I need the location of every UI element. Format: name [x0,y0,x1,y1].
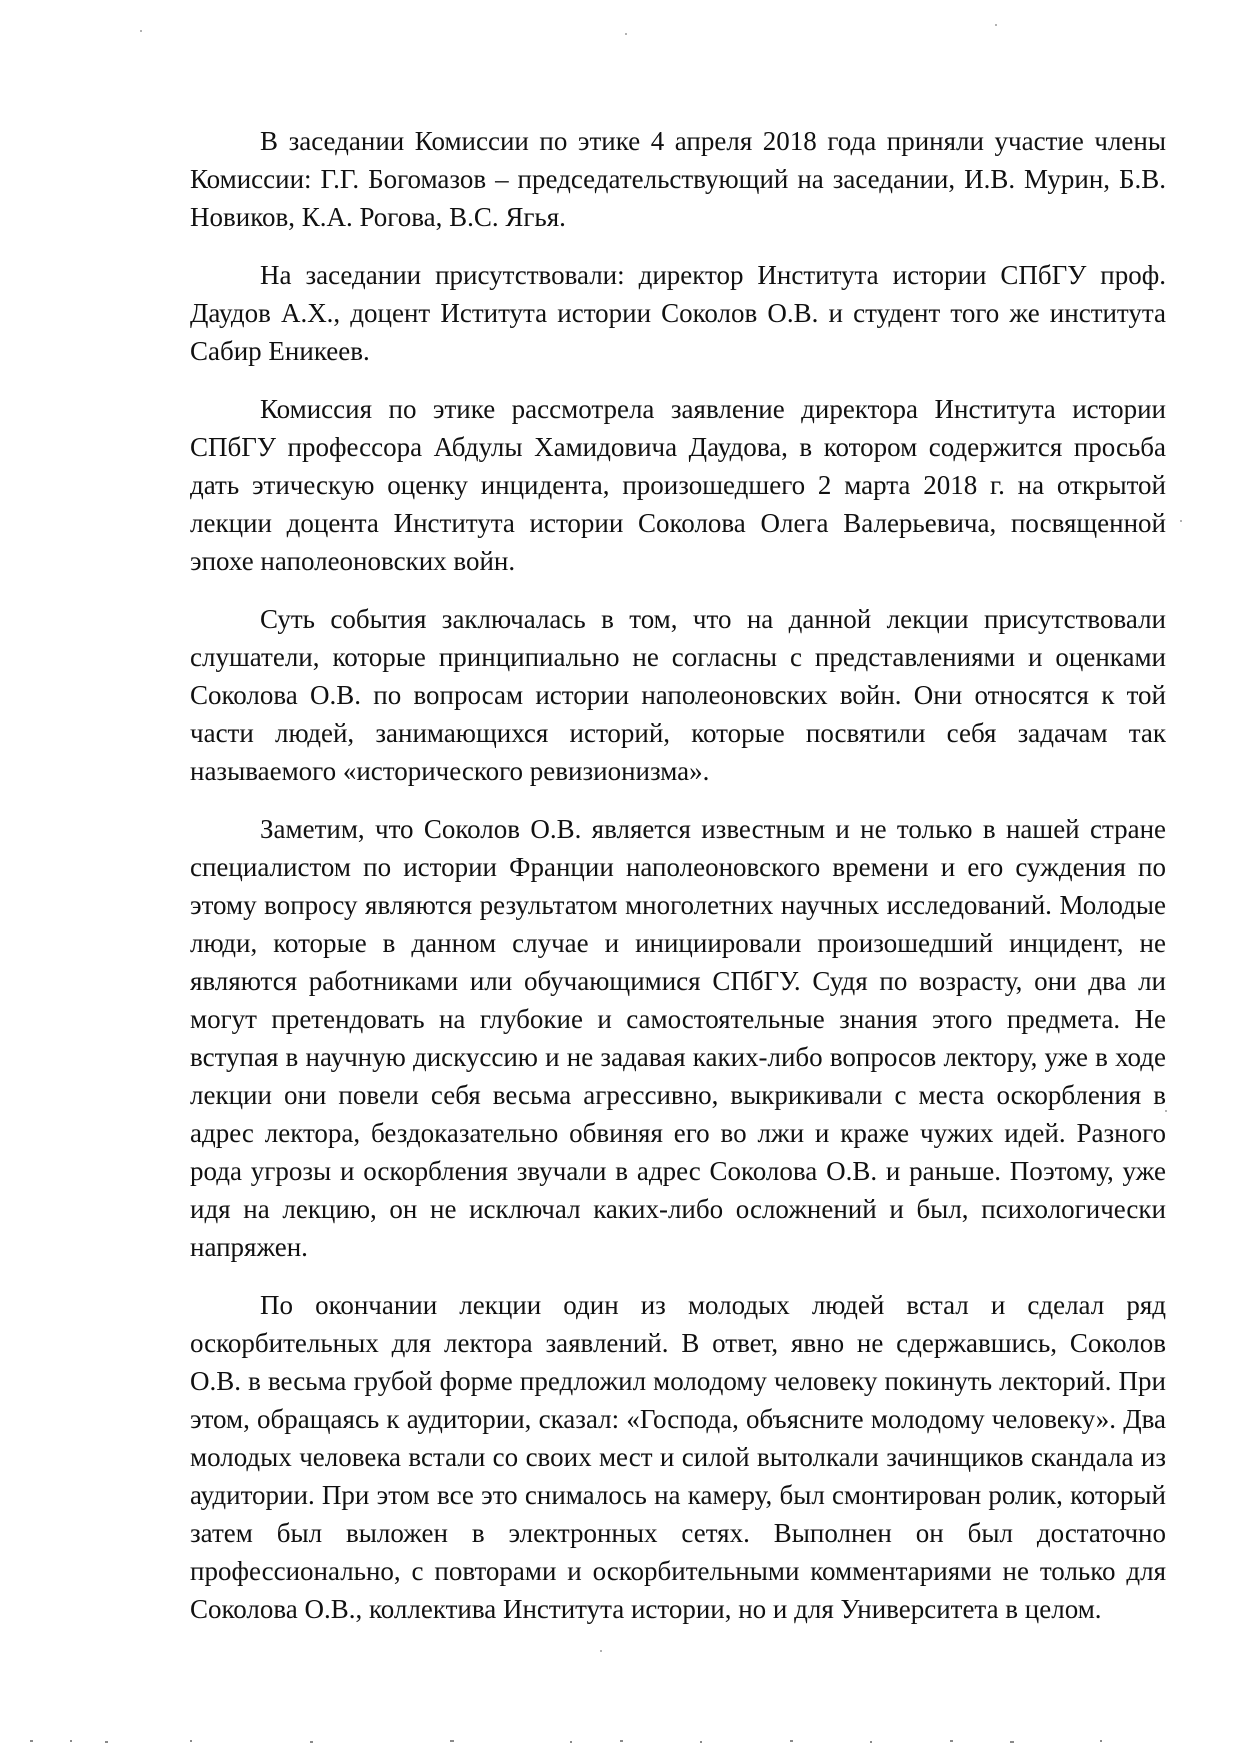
paragraph-attendees: На заседании присутствовали: директор Института истории СПбГУ проф. Даудов А.Х., доцент Иститута истории Соколов О.В. и студент того же института Сабир Еникеев. [190,260,1166,366]
paragraph-incident: По окончании лекции один из молодых людей встал и сделал ряд оскорбительных для лектора заявлений. В ответ, явно не сдержавшись, Соколов О.В. в весьма грубой форме предложил молодому человеку покинуть лекторий. При этом, обращаясь к аудитории, сказал: «Господа, объясните молодому человеку». Два молодых человека встали со своих мест и силой вытолкали зачинщиков скандала из аудитории. При этом все это снималось на камеру, был смонтирован ролик, который затем был выложен в электронных сетях. Выполнен он был достаточно профессионально, с повторами и оскорбительными комментариями не только для Соколова О.В., коллектива Института истории, но и для Университета в целом. [190,1290,1166,1624]
paragraph-context: Заметим, что Соколов О.В. является известным и не только в нашей стране специалистом по истории Франции наполеоновского времени и его суждения по этому вопросу являются результатом многолетних научных исследований. Молодые люди, которые в данном случае и инициировали произошедший инцидент, не являются работниками или обучающимися СПбГУ. Судя по возрасту, они два ли могут претендовать на глубокие и самостоятельные знания этого предмета. Не вступая в научную дискуссию и не задавая каких-либо вопросов лектору, уже в ходе лекции они повели себя весьма агрессивно, выкрикивали с места оскорбления в адрес лектора, бездоказательно обвиняя его во лжи и краже чужих идей. Разного рода угрозы и оскорбления звучали в адрес Соколова О.В. и раньше. Поэтому, уже идя на лекцию, он не исключал каких-либо осложнений и был, психологически напряжен. [190,814,1166,1262]
scan-speck [625,33,627,35]
paragraph-essence: Суть события заключалась в том, что на данной лекции присутствовали слушатели, которые принципиально не согласны с представлениями и оценками Соколова О.В. по вопросам истории наполеоновских войн. Они относятся к той части людей, занимающихся историй, которые посвятили себя задачам так называемого «исторического ревизионизма». [190,604,1166,786]
scan-speck [995,24,997,26]
scan-speck [1180,520,1182,522]
document-body [190,122,1166,1628]
scan-speck [1165,1110,1167,1112]
paragraph-participants: В заседании Комиссии по этике 4 апреля 2018 года приняли участие члены Комиссии: Г.Г. Богомазов – председательствующий на заседании, И.В. Мурин, Б.В. Новиков, К.А. Рогова, В.С. Ягья. [190,126,1166,232]
scan-speck [600,1650,602,1652]
scan-speck [140,30,142,32]
scan-edge-artifacts [10,1738,1230,1744]
paragraph-statement: Комиссия по этике рассмотрела заявление директора Института истории СПбГУ профессора Абдулы Хамидовича Даудова, в котором содержится просьба дать этическую оценку инцидента, произошедшего 2 марта 2018 г. на открытой лекции доцента Института истории Соколова Олега Валерьевича, посвященной эпохе наполеоновских войн. [190,394,1166,576]
